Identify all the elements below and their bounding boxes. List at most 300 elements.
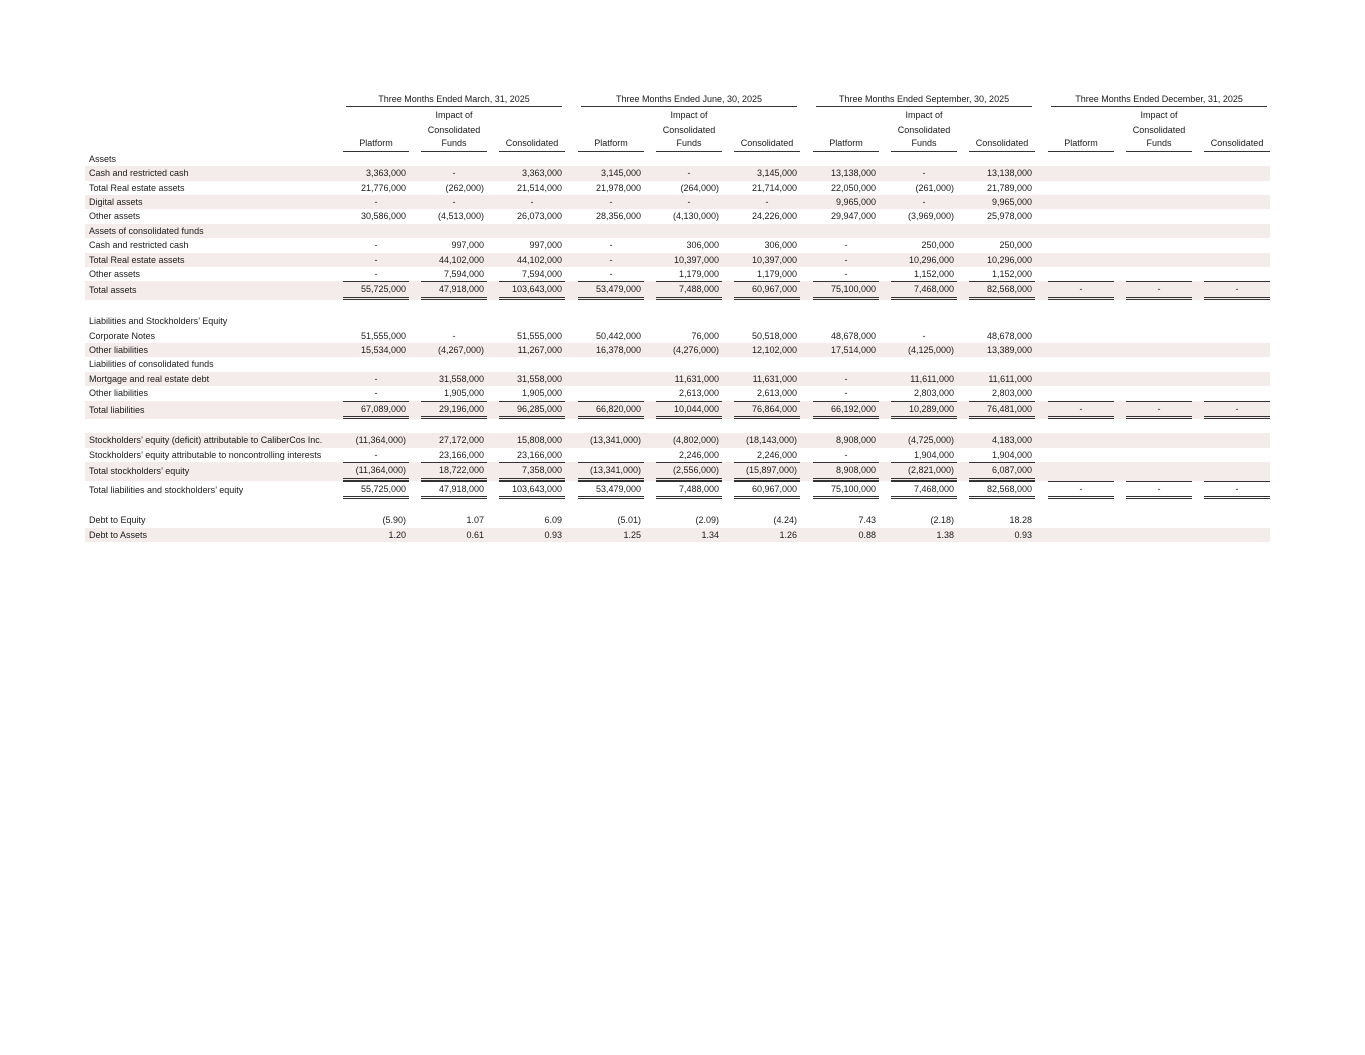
impact-header-line: Impact of (670, 110, 708, 121)
row-label: Other liabilities (89, 388, 149, 399)
gap-cell (879, 209, 891, 223)
gap-cell (1192, 209, 1204, 223)
platform-header: Platform (1048, 137, 1114, 152)
table-row (85, 513, 1270, 527)
gap-cell (722, 281, 734, 299)
gap-cell (565, 224, 578, 238)
value-cell (1048, 448, 1114, 462)
value-cell (1048, 513, 1114, 527)
gap-cell (800, 166, 813, 180)
value-cell (656, 152, 722, 166)
gap-cell (565, 401, 578, 419)
consolidated-header: Consolidated (969, 137, 1035, 152)
gap-cell (487, 528, 499, 542)
gap-cell (800, 92, 813, 108)
value-cell: 47,918,000 (421, 281, 487, 299)
value-cell (1204, 433, 1270, 447)
value-cell: 23,166,000 (516, 449, 563, 460)
value-cell: 1.26 (734, 528, 800, 542)
value-cell: 10,296,000 (891, 253, 957, 267)
row-label: Other assets (89, 268, 141, 279)
spacer-row (85, 499, 1270, 513)
row-label: Cash and restricted cash (85, 166, 343, 180)
row-label: Other liabilities (85, 343, 343, 357)
gap-cell (957, 195, 969, 209)
table-row (85, 386, 1270, 400)
value-cell: - (844, 449, 848, 460)
platform-header: Platform (813, 137, 879, 152)
gap-cell (722, 152, 734, 166)
gap-cell (565, 253, 578, 267)
value-cell: - (343, 372, 409, 386)
gap-cell (879, 152, 891, 166)
table-row (85, 166, 1270, 180)
gap-cell (1114, 166, 1126, 180)
value-cell: - (421, 195, 487, 209)
gap-cell (644, 181, 656, 195)
value-cell: (264,000) (680, 182, 720, 193)
platform-header: Platform (578, 137, 644, 152)
gap-cell (879, 195, 891, 209)
value-cell (1126, 152, 1192, 166)
gap-cell (1192, 448, 1204, 462)
gap-cell (1114, 224, 1126, 238)
gap-cell (879, 528, 891, 542)
value-cell: - (1204, 401, 1270, 419)
value-cell: 60,967,000 (734, 281, 800, 299)
gap-cell (487, 433, 499, 447)
value-cell: 28,356,000 (595, 211, 642, 222)
value-cell: 3,363,000 (499, 166, 565, 180)
gap-cell (644, 343, 656, 357)
value-cell (1126, 448, 1192, 462)
value-cell: 1.25 (578, 528, 644, 542)
period-label: Three Months Ended March, 31, 2025 (346, 92, 562, 107)
gap-cell (409, 281, 421, 299)
gap-cell (1035, 314, 1048, 328)
value-cell (1126, 253, 1192, 267)
value-cell (1048, 209, 1114, 223)
value-cell (891, 314, 957, 328)
gap-cell (409, 329, 421, 343)
value-cell (499, 314, 565, 328)
gap-cell (409, 166, 421, 180)
value-cell (1048, 181, 1114, 195)
gap-cell (487, 401, 499, 419)
value-cell: 6.09 (544, 515, 563, 526)
gap-cell (644, 513, 656, 527)
value-cell: - (922, 330, 926, 341)
value-cell: 15,534,000 (343, 343, 409, 357)
gap-cell (565, 462, 578, 480)
gap-cell (1114, 267, 1126, 281)
value-cell (1048, 462, 1114, 480)
gap-cell (644, 195, 656, 209)
row-label: Assets (89, 153, 117, 164)
gap-cell (644, 108, 656, 122)
corner-cell (85, 92, 343, 108)
gap-cell (565, 238, 578, 252)
consolidated-header: Consolidated (734, 137, 800, 152)
gap-cell (409, 267, 421, 281)
gap-cell (1192, 314, 1204, 328)
gap-cell (644, 433, 656, 447)
gap-cell (879, 314, 891, 328)
gap-cell (957, 238, 969, 252)
value-cell (656, 224, 722, 238)
value-cell: 306,000 (686, 240, 720, 251)
gap-cell (722, 448, 734, 462)
gap-cell (644, 329, 656, 343)
gap-cell (487, 462, 499, 480)
empty-header (1204, 123, 1270, 137)
section-header-row (85, 357, 1270, 371)
value-cell (1204, 181, 1270, 195)
value-cell (734, 224, 800, 238)
row-label: Debt to Assets (85, 528, 343, 542)
gap-cell (409, 224, 421, 238)
gap-cell (565, 181, 578, 195)
value-cell (1126, 166, 1192, 180)
value-cell: 76,000 (691, 330, 720, 341)
gap-cell (409, 481, 421, 499)
gap-cell (722, 195, 734, 209)
gap-cell (644, 238, 656, 252)
corner-cell (85, 137, 343, 152)
value-cell: - (813, 372, 879, 386)
value-cell: 2,803,000 (913, 388, 955, 399)
value-cell: 16,378,000 (578, 343, 644, 357)
impact-header-line: Consolidated (1132, 124, 1186, 135)
gap-cell (409, 137, 421, 152)
gap-cell (957, 152, 969, 166)
gap-cell (879, 181, 891, 195)
value-cell (1204, 462, 1270, 480)
gap-cell (644, 123, 656, 137)
gap-cell (644, 386, 656, 400)
gap-cell (957, 462, 969, 480)
gap-cell (487, 166, 499, 180)
value-cell (1204, 253, 1270, 267)
value-cell (1204, 343, 1270, 357)
gap-cell (409, 343, 421, 357)
gap-cell (800, 372, 813, 386)
value-cell: 82,568,000 (969, 281, 1035, 299)
value-cell (1126, 372, 1192, 386)
gap-cell (1192, 481, 1204, 499)
value-cell: 250,000 (921, 240, 955, 251)
value-cell: (15,897,000) (734, 462, 800, 480)
gap-cell (957, 433, 969, 447)
gap-cell (1035, 195, 1048, 209)
gap-cell (800, 433, 813, 447)
consolidated-header: Consolidated (1204, 137, 1270, 152)
value-cell: (11,364,000) (343, 462, 409, 480)
section-header-row (85, 314, 1270, 328)
gap-cell (800, 448, 813, 462)
period-header (343, 92, 565, 108)
value-cell: - (374, 240, 378, 251)
value-cell: 44,102,000 (421, 253, 487, 267)
value-cell: 8,908,000 (813, 462, 879, 480)
value-cell: (13,341,000) (578, 433, 644, 447)
value-cell: 27,172,000 (421, 433, 487, 447)
value-cell (421, 314, 487, 328)
balance-sheet (85, 92, 1270, 542)
gap-cell (879, 253, 891, 267)
value-cell (734, 314, 800, 328)
value-cell: - (1126, 481, 1192, 499)
gap-cell (644, 372, 656, 386)
gap-cell (1035, 281, 1048, 299)
gap-cell (1192, 238, 1204, 252)
value-cell: 3,145,000 (734, 166, 800, 180)
value-cell: 66,192,000 (813, 401, 879, 419)
value-cell: 30,586,000 (360, 211, 406, 222)
empty-header (1048, 123, 1114, 137)
value-cell: 11,267,000 (499, 343, 565, 357)
impact-header-line: Consolidated (662, 124, 716, 135)
value-cell: 47,918,000 (421, 481, 487, 499)
table-row (85, 528, 1270, 542)
gap-cell (879, 433, 891, 447)
table-row (85, 253, 1270, 267)
row-label: Stockholders’ equity attributable to noncontrolling interests (89, 449, 322, 460)
gap-cell (487, 314, 499, 328)
gap-cell (1035, 329, 1048, 343)
gap-cell (1114, 357, 1126, 371)
value-cell: 10,044,000 (656, 401, 722, 419)
gap-cell (644, 253, 656, 267)
table-row (85, 372, 1270, 386)
gap-cell (722, 329, 734, 343)
gap-cell (487, 238, 499, 252)
gap-cell (487, 253, 499, 267)
value-cell: 18,722,000 (421, 462, 487, 480)
gap-cell (722, 357, 734, 371)
gap-cell (1035, 152, 1048, 166)
value-cell: 7,488,000 (656, 281, 722, 299)
gap-cell (487, 181, 499, 195)
gap-cell (1114, 401, 1126, 419)
table-row (85, 462, 1270, 480)
table-row (85, 181, 1270, 195)
value-cell (734, 152, 800, 166)
value-cell: 7,358,000 (499, 462, 565, 480)
gap-cell (1192, 166, 1204, 180)
value-cell: 997,000 (451, 240, 484, 251)
value-cell (1048, 152, 1114, 166)
value-cell: 29,196,000 (421, 401, 487, 419)
value-cell: - (844, 388, 848, 399)
gap-cell (1035, 401, 1048, 419)
impact-header-line: Consolidated (427, 124, 481, 135)
gap-cell (957, 209, 969, 223)
gap-cell (644, 401, 656, 419)
gap-cell (1035, 433, 1048, 447)
value-cell: 250,000 (999, 240, 1033, 251)
value-cell: - (452, 330, 456, 341)
gap-cell (800, 314, 813, 328)
value-cell: 50,442,000 (595, 330, 642, 341)
gap-cell (1114, 481, 1126, 499)
value-cell: 1.38 (891, 528, 957, 542)
value-cell: (4,130,000) (672, 211, 720, 222)
gap-cell (644, 481, 656, 499)
gap-cell (644, 267, 656, 281)
gap-cell (800, 253, 813, 267)
value-cell: (3,969,000) (907, 211, 955, 222)
value-cell: - (343, 253, 409, 267)
gap-cell (409, 401, 421, 419)
value-cell: 21,789,000 (987, 182, 1033, 193)
value-cell: 12,102,000 (734, 343, 800, 357)
value-cell: - (734, 195, 800, 209)
gap-cell (722, 433, 734, 447)
value-cell (1126, 209, 1192, 223)
value-cell: 13,389,000 (969, 343, 1035, 357)
period-header (813, 92, 1035, 108)
table-row (85, 281, 1270, 299)
gap-cell (879, 462, 891, 480)
value-cell: 7,468,000 (891, 281, 957, 299)
column-subheader-row (85, 123, 1270, 137)
gap-cell (1114, 329, 1126, 343)
row-label: Total assets (85, 281, 343, 299)
gap-cell (722, 137, 734, 152)
value-cell (1048, 267, 1114, 281)
gap-cell (1114, 386, 1126, 400)
value-cell (578, 314, 644, 328)
gap-cell (957, 123, 969, 137)
spacer-row (85, 300, 1270, 314)
value-cell: 21,514,000 (516, 182, 563, 193)
empty-header (734, 123, 800, 137)
gap-cell (644, 137, 656, 152)
gap-cell (1114, 137, 1126, 152)
empty-header (969, 108, 1035, 122)
value-cell: 6,087,000 (969, 462, 1035, 480)
gap-cell (722, 181, 734, 195)
gap-cell (644, 224, 656, 238)
gap-cell (800, 343, 813, 357)
spacer-row (85, 419, 1270, 433)
gap-cell (1035, 166, 1048, 180)
value-cell (656, 314, 722, 328)
value-cell: 1,179,000 (678, 268, 720, 279)
impact-header-line: Consolidated (897, 124, 951, 135)
value-cell (813, 224, 879, 238)
gap-cell (565, 123, 578, 137)
value-cell: 55,725,000 (343, 281, 409, 299)
gap-cell (1035, 343, 1048, 357)
period-label: Three Months Ended December, 31, 2025 (1051, 92, 1267, 107)
value-cell (813, 357, 879, 371)
gap-cell (800, 181, 813, 195)
value-cell: - (844, 268, 848, 279)
funds-header: Funds (421, 137, 487, 152)
value-cell: 21,978,000 (595, 182, 642, 193)
gap-cell (722, 386, 734, 400)
gap-cell (644, 152, 656, 166)
gap-cell (800, 401, 813, 419)
gap-cell (800, 152, 813, 166)
value-cell: 17,514,000 (813, 343, 879, 357)
gap-cell (644, 281, 656, 299)
value-cell: - (1126, 401, 1192, 419)
empty-header (343, 108, 409, 122)
value-cell: 75,100,000 (813, 481, 879, 499)
gap-cell (409, 513, 421, 527)
value-cell (1204, 152, 1270, 166)
value-cell: 3,145,000 (578, 166, 644, 180)
gap-cell (957, 513, 969, 527)
value-cell (813, 314, 879, 328)
platform-header: Platform (343, 137, 409, 152)
gap-cell (957, 166, 969, 180)
funds-header: Funds (656, 137, 722, 152)
gap-cell (1035, 372, 1048, 386)
gap-cell (565, 343, 578, 357)
gap-cell (800, 357, 813, 371)
value-cell (1048, 238, 1114, 252)
value-cell: 1.34 (656, 528, 722, 542)
value-cell: - (891, 195, 957, 209)
value-cell (1204, 372, 1270, 386)
value-cell (969, 224, 1035, 238)
value-cell (1126, 433, 1192, 447)
value-cell: 1.20 (343, 528, 409, 542)
value-cell: - (421, 166, 487, 180)
value-cell: - (656, 195, 722, 209)
gap-cell (644, 314, 656, 328)
value-cell: 48,678,000 (830, 330, 877, 341)
gap-cell (879, 281, 891, 299)
gap-cell (879, 329, 891, 343)
gap-cell (1035, 108, 1048, 122)
gap-cell (565, 166, 578, 180)
value-cell (1204, 195, 1270, 209)
value-cell (1048, 343, 1114, 357)
gap-cell (879, 238, 891, 252)
gap-cell (722, 513, 734, 527)
value-cell: 48,678,000 (987, 330, 1033, 341)
gap-cell (487, 152, 499, 166)
gap-cell (722, 343, 734, 357)
value-cell: 18.28 (1009, 515, 1033, 526)
value-cell (1048, 528, 1114, 542)
value-cell: (2.18) (930, 515, 955, 526)
period-header-row (85, 92, 1270, 108)
empty-header (1048, 108, 1114, 122)
value-cell (1204, 267, 1270, 281)
gap-cell (1114, 462, 1126, 480)
value-cell (578, 224, 644, 238)
value-cell: 21,776,000 (360, 182, 406, 193)
gap-cell (879, 267, 891, 281)
value-cell: - (656, 166, 722, 180)
value-cell: (261,000) (915, 182, 955, 193)
value-cell (891, 152, 957, 166)
impact-header-line: Impact of (435, 110, 473, 121)
value-cell: 66,820,000 (578, 401, 644, 419)
gap-cell (957, 528, 969, 542)
value-cell (1204, 329, 1270, 343)
value-cell (1204, 238, 1270, 252)
gap-cell (565, 195, 578, 209)
gap-cell (487, 108, 499, 122)
gap-cell (722, 123, 734, 137)
